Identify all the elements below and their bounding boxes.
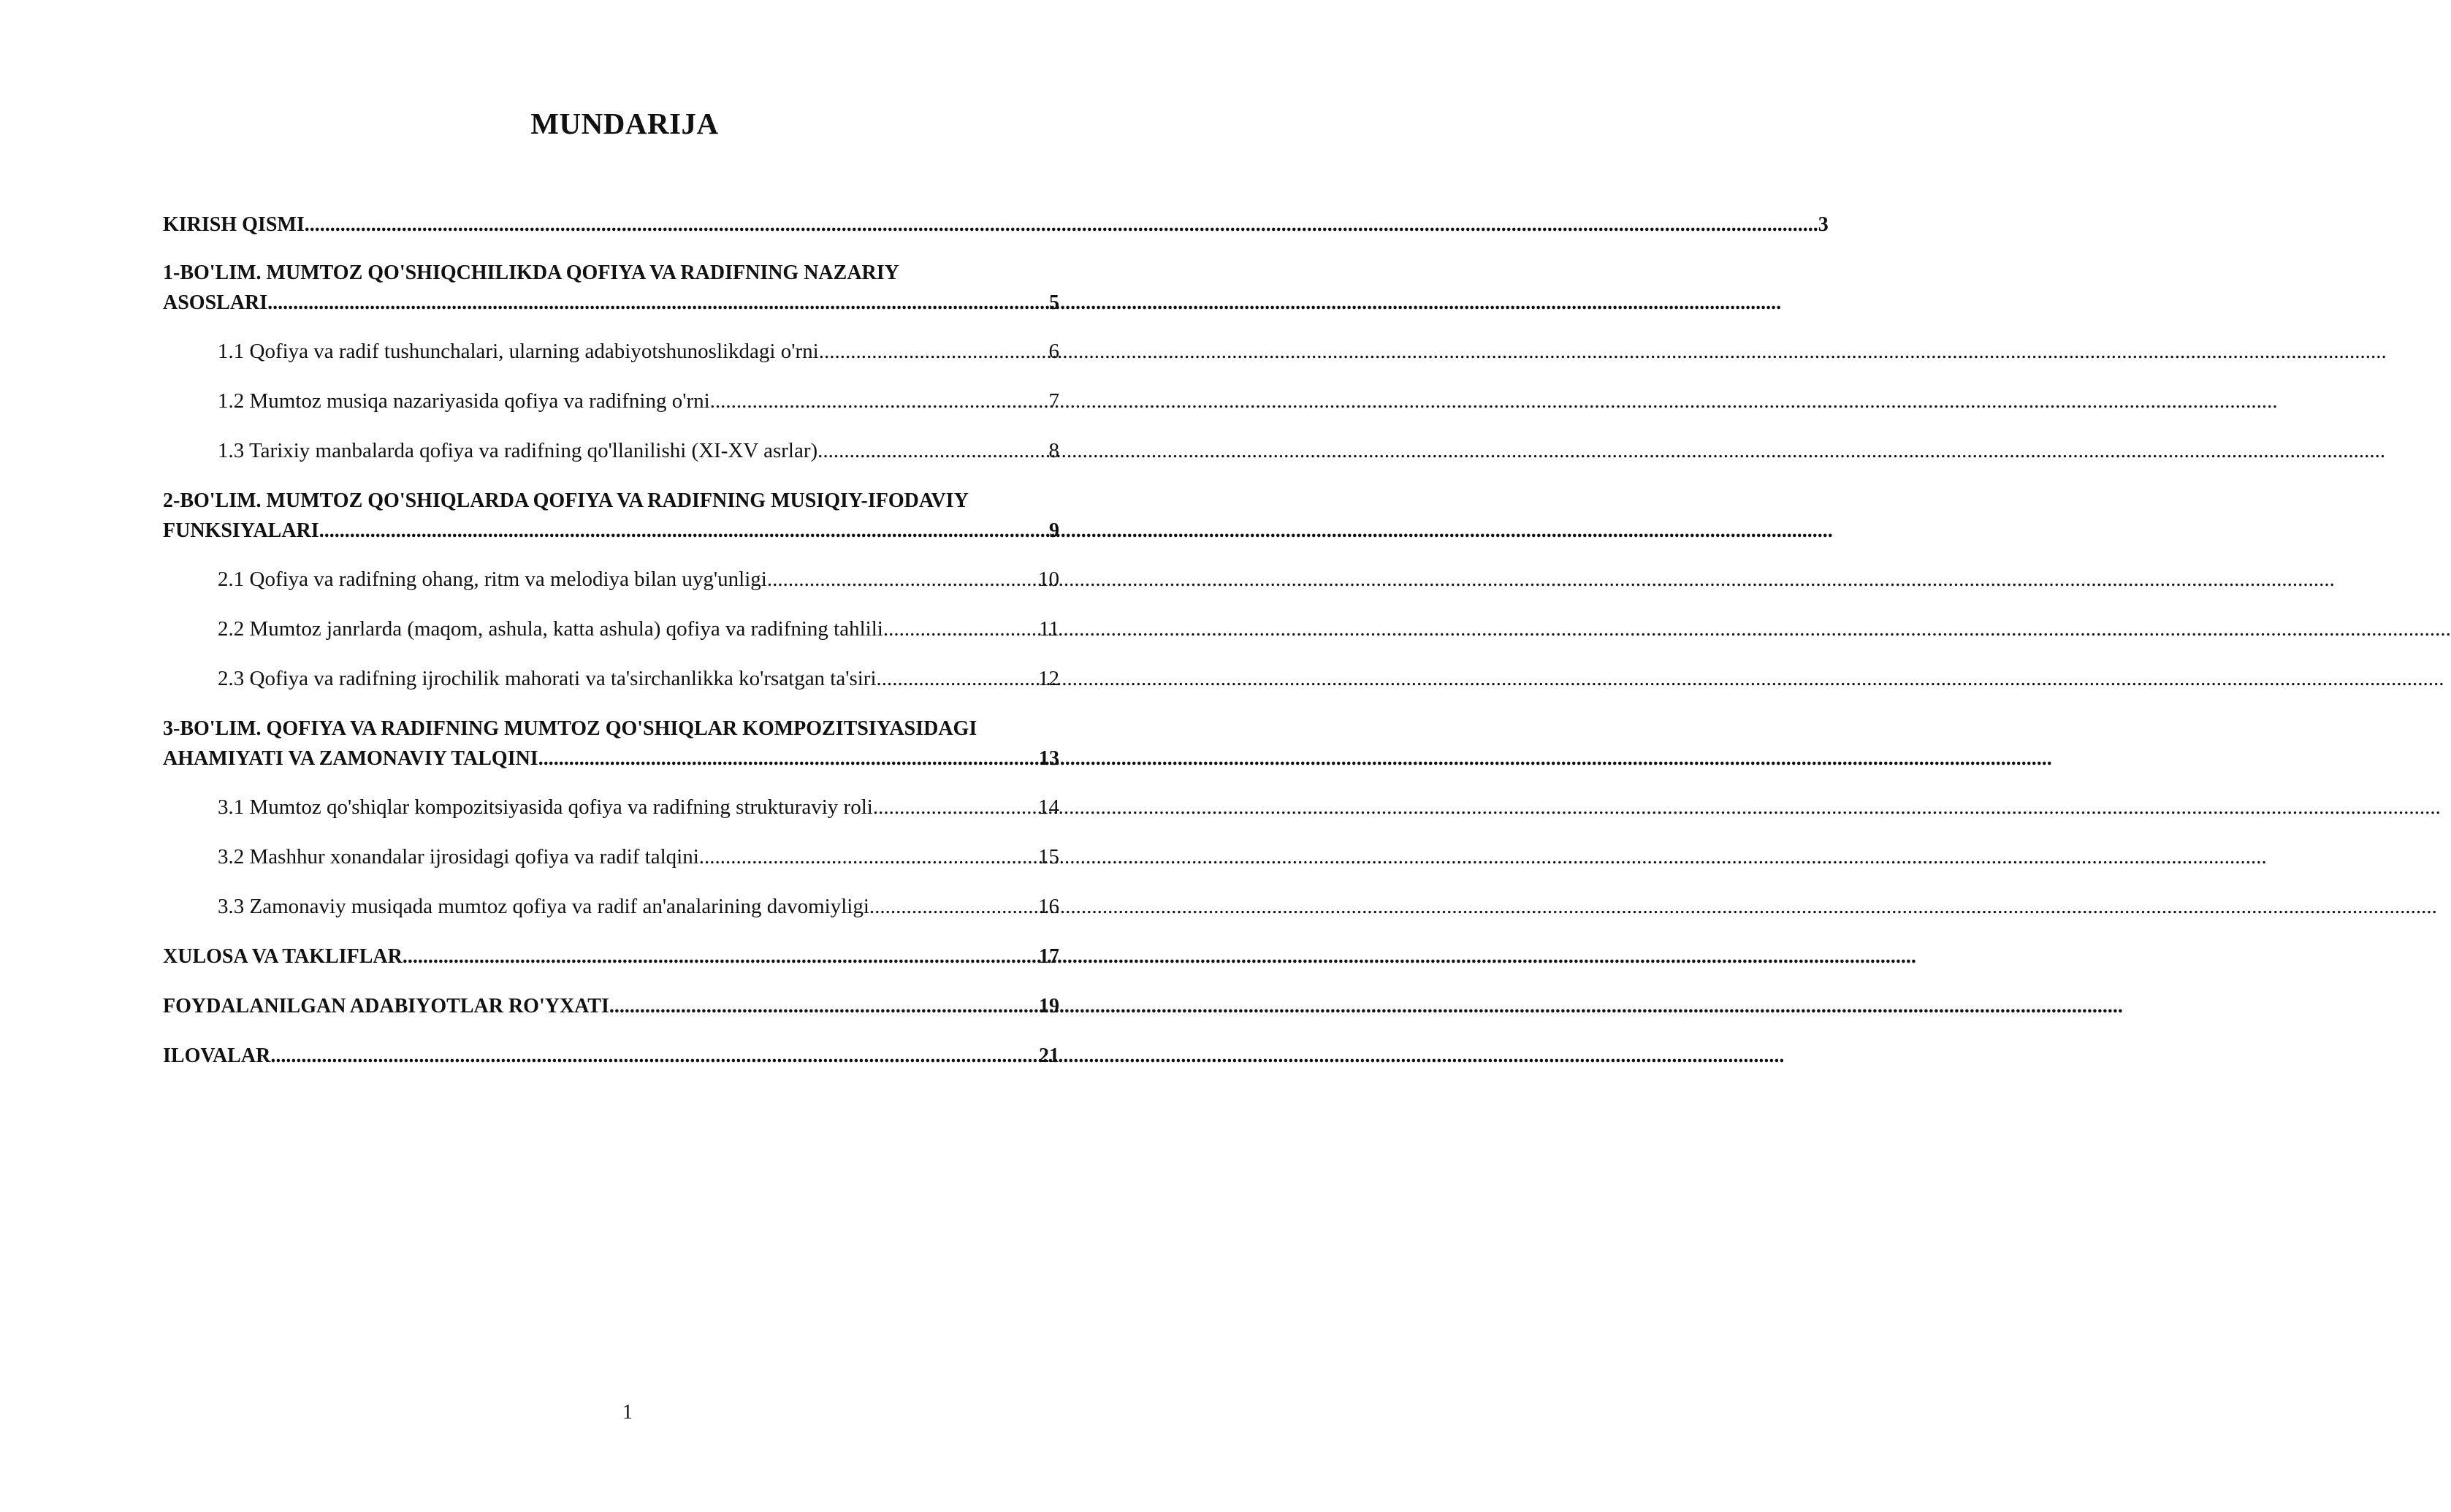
toc-leader-dots [699, 842, 1038, 872]
toc-entry-title: 1.2 Mumtoz musiqa nazariyasida qofiya va radifning o'rni [218, 389, 710, 413]
toc-entry-title: 3.2 Mashhur xonandalar ijrosidagi qofiya va radif talqini [218, 845, 699, 868]
toc-entry-title: 1.1 Qofiya va radif tushunchalari, ularning adabiyotshunoslikdagi o'rni [218, 340, 819, 363]
toc-entry-title: FOYDALANILGAN ADABIYOTLAR RO'YXATI [163, 995, 609, 1017]
toc-leader-dots [819, 337, 1049, 367]
page-title: MUNDARIJA [530, 107, 719, 140]
toc-page-number: 14 [1038, 795, 1059, 819]
toc-entry-title: 2.3 Qofiya va radifning ijrochilik mahorati va ta'sirchanlikka ko'rsatgan ta'siri [218, 667, 877, 690]
toc-page-number: 17 [1039, 945, 1059, 968]
toc-page-number: 21 [1039, 1045, 1059, 1067]
toc-leader-dots [267, 288, 1049, 318]
toc-page-number: 10 [1038, 568, 1059, 591]
toc-leader-dots [609, 991, 1039, 1021]
toc-page-number: 16 [1038, 895, 1059, 918]
toc-entry[interactable] [163, 210, 1829, 240]
toc-page-number: 15 [1038, 845, 1059, 868]
page-number: 1 [622, 1401, 633, 1424]
toc-entry[interactable] [218, 664, 1059, 694]
toc-page-number: 11 [1039, 617, 1059, 641]
toc-leader-dots [877, 664, 1038, 694]
toc-leader-dots [873, 793, 1038, 822]
toc-entry-title-cont: FUNKSIYALARI [163, 519, 319, 542]
toc-entry[interactable] [163, 991, 1059, 1021]
toc-page-number: 5 [1049, 291, 1059, 314]
toc-page-number: 3 [1818, 213, 1829, 236]
toc-leader-dots [319, 516, 1049, 546]
toc-page-number: 19 [1039, 995, 1059, 1017]
toc-leader-dots [403, 942, 1039, 971]
toc-page-number: 9 [1049, 519, 1059, 542]
toc-leader-dots [270, 1041, 1039, 1071]
toc-leader-dots [767, 565, 1038, 595]
toc-leader-dots [305, 210, 1818, 240]
toc-entry[interactable] [163, 486, 1059, 546]
toc-entry-title: 2-BO'LIM. MUMTOZ QO'SHIQLARDA QOFIYA VA RADIFNING MUSIQIY-IFODAVIY [163, 489, 969, 512]
toc-entry[interactable] [163, 1041, 1059, 1071]
toc-entry-title: 1-BO'LIM. MUMTOZ QO'SHIQCHILIKDA QOFIYA VA RADIFNING NAZARIY [163, 261, 899, 284]
toc-entry-title: KIRISH QISMI [163, 213, 305, 236]
toc-entry[interactable] [163, 258, 1059, 318]
toc-page-number: 6 [1048, 340, 1059, 363]
toc-entry[interactable] [218, 386, 1059, 416]
toc-leader-dots [710, 386, 1049, 416]
toc-entry-title: 3.3 Zamonaviy musiqada mumtoz qofiya va radif an'analarining davomiyligi [218, 895, 869, 918]
toc-leader-dots [869, 892, 1038, 922]
toc-entry-title: 3.1 Mumtoz qo'shiqlar kompozitsiyasida qofiya va radifning strukturaviy roli [218, 795, 873, 819]
toc-entry-title: 2.2 Mumtoz janrlarda (maqom, ashula, katta ashula) qofiya va radifning tahlili [218, 617, 883, 641]
toc-leader-dots [817, 436, 1048, 466]
toc-page-number: 7 [1048, 389, 1059, 413]
toc-entry-title-cont: AHAMIYATI VA ZAMONAVIY TALQINI [163, 747, 538, 770]
toc-page-number: 13 [1039, 747, 1059, 770]
toc-entry-title: 2.1 Qofiya va radifning ohang, ritm va melodiya bilan uyg'unligi [218, 568, 767, 591]
toc-entry[interactable] [218, 436, 1059, 466]
toc-entry-title: ILOVALAR [163, 1045, 271, 1067]
toc-leader-dots [538, 744, 1039, 774]
toc-leader-dots [883, 614, 1039, 644]
toc-page-number: 8 [1048, 439, 1059, 462]
toc-entry[interactable] [218, 892, 1059, 922]
toc-entry[interactable] [218, 842, 1059, 872]
toc-entry[interactable] [163, 942, 1059, 971]
toc-entry[interactable] [218, 565, 1059, 595]
toc-entry[interactable] [218, 614, 1059, 644]
toc-entry-title: XULOSA VA TAKLIFLAR [163, 945, 403, 968]
toc-entry[interactable] [163, 714, 1059, 774]
toc-page-number: 12 [1038, 667, 1059, 690]
toc-entry[interactable] [218, 337, 1059, 367]
toc-entry-title-cont: ASOSLARI [163, 291, 268, 314]
toc-entry-title: 1.3 Tarixiy manbalarda qofiya va radifning qo'llanilishi (XI-XV asrlar) [218, 439, 818, 462]
toc-entry-title: 3-BO'LIM. QOFIYA VA RADIFNING MUMTOZ QO'SHIQLAR KOMPOZITSIYASIDAGI [163, 717, 977, 740]
toc-entry[interactable] [218, 793, 1059, 822]
